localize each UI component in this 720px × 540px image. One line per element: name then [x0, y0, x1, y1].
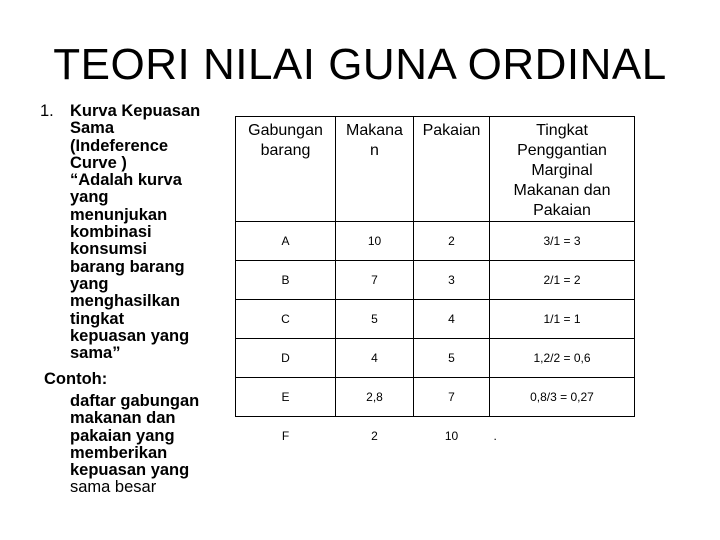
header-gabungan-barang: Gabungan barang — [236, 117, 336, 222]
table-cell: 2/1 = 2 — [490, 261, 635, 300]
page-title: TEORI NILAI GUNA ORDINAL — [53, 40, 667, 89]
table-cell: 1/1 = 1 — [490, 300, 635, 339]
list-item-kurva-kepuasan — [70, 103, 230, 362]
text-line: menghasilkan — [70, 292, 181, 311]
table-cell: 5 — [414, 339, 490, 378]
text-line: barang barang — [70, 257, 185, 276]
text-line: memberikan — [70, 443, 168, 462]
table-cell: 4 — [414, 300, 490, 339]
table-cell: D — [236, 339, 336, 378]
table-row — [236, 222, 635, 261]
table-cell: 1,2/2 = 0,6 — [490, 339, 635, 378]
table-cell: B — [236, 261, 336, 300]
table-cell: 10 — [336, 222, 414, 261]
text-line: yang — [70, 274, 109, 293]
table-row — [236, 339, 635, 378]
text-line: konsumsi — [70, 240, 148, 259]
table-cell: 0,8/3 = 0,27 — [490, 378, 635, 417]
table-header-row — [236, 117, 635, 222]
table-row — [236, 261, 635, 300]
text-line: sama” — [70, 344, 121, 363]
table-row — [236, 378, 635, 417]
text-line: Curve ) — [70, 153, 127, 172]
text-line: sama besar — [70, 478, 157, 497]
text-line: Kurva Kepuasan — [70, 102, 201, 120]
header-pakaian: Pakaian — [414, 117, 490, 222]
table-cell: 5 — [336, 300, 414, 339]
table-row — [236, 300, 635, 339]
text-line: makanan dan — [70, 409, 176, 428]
example-text — [70, 393, 250, 497]
text-line: kombinasi — [70, 223, 152, 242]
table-row — [236, 417, 635, 456]
text-line: (Indeference — [70, 136, 169, 155]
text-line: yang — [70, 188, 109, 207]
list-number: 1. — [40, 102, 54, 120]
table-cell: F — [236, 417, 336, 456]
text-line: kepuasan yang — [70, 326, 190, 345]
table-cell: 2,8 — [336, 378, 414, 417]
table-cell: 3/1 = 3 — [490, 222, 635, 261]
text-line: daftar gabungan — [70, 392, 200, 410]
table-cell: 2 — [336, 417, 414, 456]
header-tingkat-penggantian-marginal: Tingkat Penggantian Marginal Makanan dan Pakaian — [490, 117, 635, 222]
table-cell: 7 — [336, 261, 414, 300]
text-line: pakaian yang — [70, 426, 175, 445]
text-line: Sama — [70, 119, 115, 138]
table-cell: E — [236, 378, 336, 417]
data-table — [235, 116, 635, 455]
text-line: menunjukan — [70, 205, 168, 224]
table-cell: 10 — [414, 417, 490, 456]
table-cell: . — [490, 417, 635, 456]
table-cell: C — [236, 300, 336, 339]
contoh-label: Contoh: — [44, 370, 108, 388]
text-line: tingkat — [70, 309, 125, 328]
table-cell: 2 — [414, 222, 490, 261]
table-cell: 4 — [336, 339, 414, 378]
text-line: “Adalah kurva — [70, 171, 182, 190]
text-line: kepuasan yang — [70, 461, 190, 480]
header-makanan: Makana n — [336, 117, 414, 222]
table-cell: 7 — [414, 378, 490, 417]
table-cell: A — [236, 222, 336, 261]
table-cell: 3 — [414, 261, 490, 300]
